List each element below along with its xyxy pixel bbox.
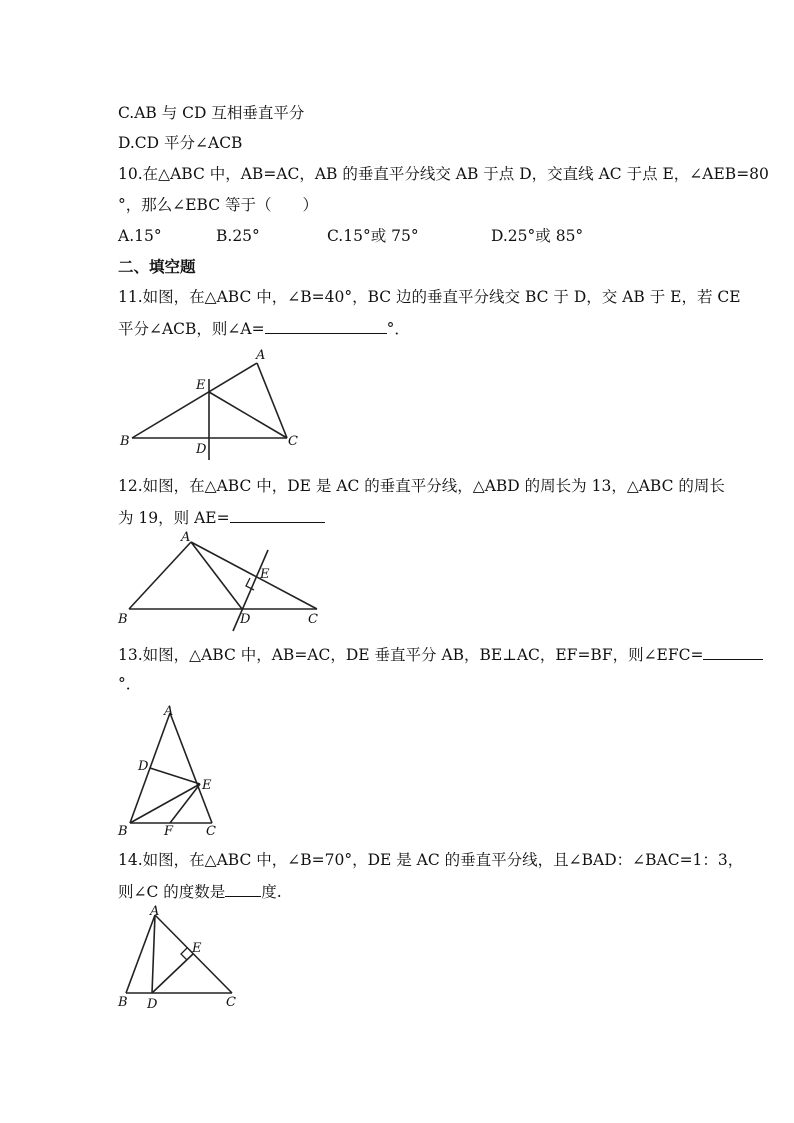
q13-label-b: B	[118, 824, 128, 839]
q13-text-before-blank: 13.如图，△ABC 中，AB=AC，DE 垂直平分 AB，BE⊥AC，EF=BF，则∠EFC=	[118, 646, 704, 664]
q14-answer-blank[interactable]	[225, 881, 261, 897]
q9-option-c: C.AB 与 CD 互相垂直平分	[118, 104, 305, 122]
q11-answer-blank[interactable]	[265, 318, 387, 334]
q12-label-e: E	[260, 567, 270, 582]
q10-option-b: B.25°	[216, 227, 260, 245]
q11-text-after-blank: °．	[386, 320, 410, 338]
q13-segment-ac	[170, 713, 212, 823]
q11-stem-line2	[118, 318, 410, 339]
q12-segment-ba	[129, 542, 191, 609]
q14-text-after-blank: 度.	[261, 883, 282, 901]
q13-segment-fe	[170, 784, 200, 823]
q11-segment-ac	[257, 363, 287, 438]
q14-stem-line2	[118, 881, 282, 902]
q12-answer-blank[interactable]	[230, 507, 325, 523]
q12-stem-line2	[118, 507, 325, 528]
q14-label-d: D	[147, 997, 158, 1012]
q13-segment-be	[130, 784, 200, 823]
q10-option-c: C.15°或 75°	[327, 227, 419, 245]
q12-label-d: D	[240, 612, 251, 627]
q14-segment-ba	[126, 915, 155, 993]
q11-label-d: D	[196, 442, 207, 457]
q10-option-d: D.25°或 85°	[491, 227, 584, 245]
q12-segment-ad	[191, 542, 242, 609]
q12-text-before-blank: 为 19，则 AE=	[118, 509, 230, 527]
q11-label-c: C	[288, 434, 298, 449]
q14-label-b: B	[118, 995, 128, 1010]
q13-label-c: C	[206, 824, 216, 839]
q14-label-a: A	[150, 904, 160, 919]
q13-label-d: D	[138, 759, 149, 774]
q13-stem-line2: °．	[118, 675, 142, 693]
q13-answer-blank[interactable]	[703, 644, 763, 660]
q14-label-e: E	[192, 941, 202, 956]
q12-figure	[112, 530, 337, 635]
section-heading: 二、填空题	[118, 258, 196, 276]
q12-segment-ac	[191, 542, 317, 609]
q12-label-b: B	[118, 612, 128, 627]
q13-label-a: A	[164, 704, 174, 719]
q11-text-before-blank: 平分∠ACB，则∠A=	[118, 320, 265, 338]
q13-stem-line1	[118, 644, 763, 665]
q11-segment-ce	[209, 392, 287, 438]
q14-right-angle-mark	[181, 948, 187, 960]
q12-label-a: A	[181, 530, 191, 545]
q13-figure	[112, 703, 227, 838]
q11-label-e: E	[196, 378, 206, 393]
q14-text-before-blank: 则∠C 的度数是	[118, 883, 226, 901]
q11-stem-line1: 11.如图，在△ABC 中，∠B=40°，BC 边的垂直平分线交 BC 于 D，交 AB 于 E，若 CE	[118, 288, 741, 306]
q11-label-a: A	[256, 348, 266, 363]
q14-stem-line1: 14.如图，在△ABC 中，∠B=70°，DE 是 AC 的垂直平分线，且∠BAD：∠BAC=1：3，	[118, 851, 744, 869]
q9-option-d: D.CD 平分∠ACB	[118, 134, 243, 152]
q11-figure	[112, 345, 312, 460]
q12-label-c: C	[308, 612, 318, 627]
q14-figure	[112, 902, 252, 1012]
q11-label-b: B	[120, 434, 130, 449]
q10-option-a: A.15°	[118, 227, 162, 245]
q12-perpendicular-bisector	[233, 550, 268, 631]
q10-stem-line2: °，那么∠EBC 等于（ ）	[118, 196, 319, 214]
q12-stem-line1: 12.如图，在△ABC 中，DE 是 AC 的垂直平分线，△ABD 的周长为 13，△ABC 的周长	[118, 477, 725, 495]
q14-segment-ad	[152, 915, 155, 993]
q11-segment-ba	[132, 363, 257, 438]
q14-label-c: C	[226, 995, 236, 1010]
q13-label-f: F	[164, 824, 174, 839]
q13-label-e: E	[202, 778, 212, 793]
q10-stem-line1: 10.在△ABC 中，AB=AC，AB 的垂直平分线交 AB 于点 D，交直线 AC 于点 E，∠AEB=80	[118, 165, 769, 183]
